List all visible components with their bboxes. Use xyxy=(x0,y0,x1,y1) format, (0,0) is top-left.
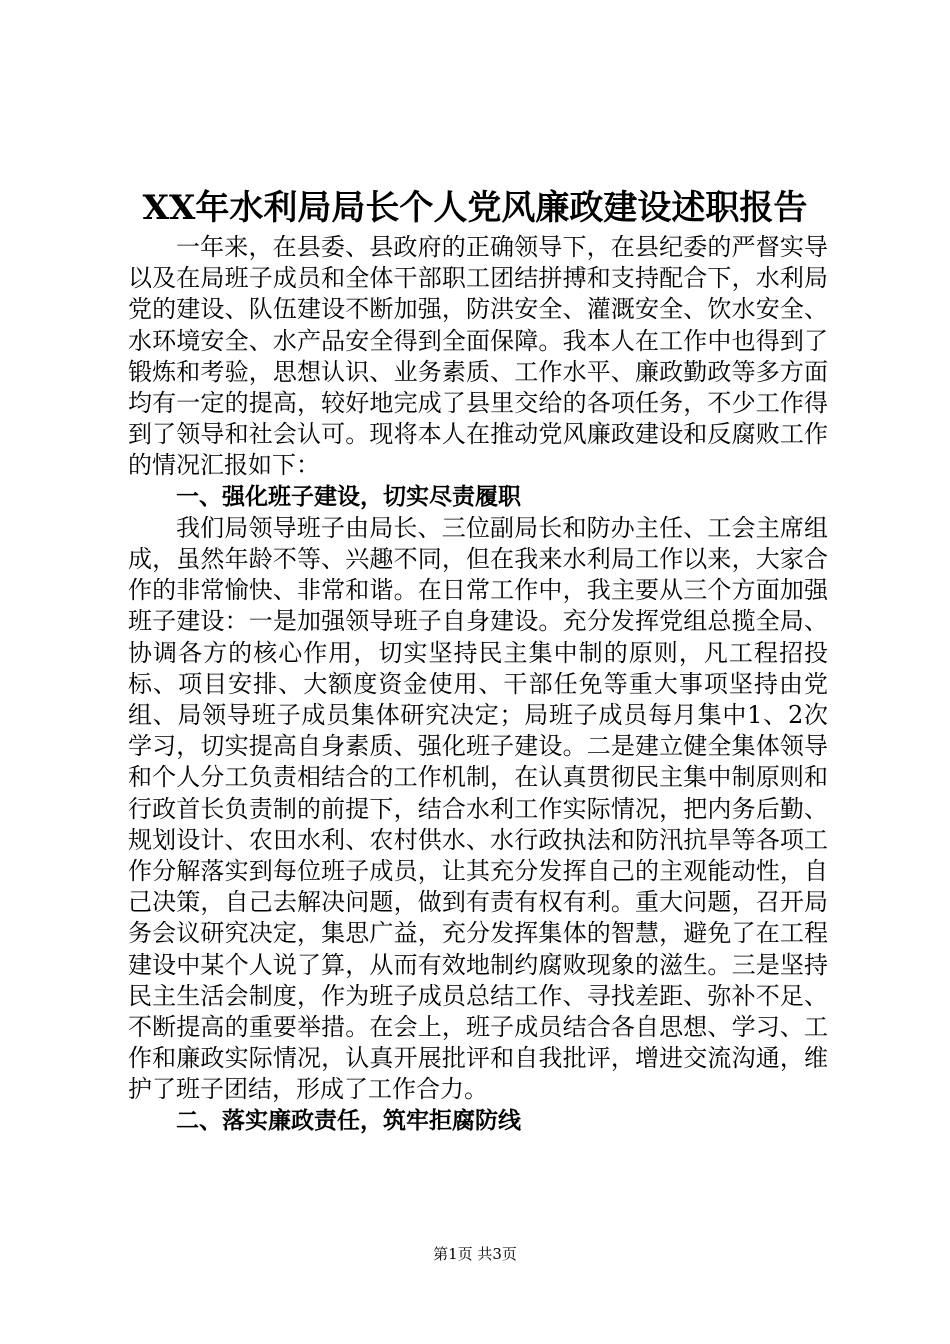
document-title: XX年水利局局长个人党风廉政建设述职报告 xyxy=(142,188,808,228)
section-1-paragraph: 我们局领导班子由局长、三位副局长和防办主任、工会主席组成，虽然年龄不等、兴趣不同，但在我来水利局工作以来，大家合作的非常愉快、非常和谐。在日常工作中，我主要从三个方面加强班子建设：一是加强领导班子自身建设。充分发挥党组总揽全局、协调各方的核心作用，切实坚持民主集中制的原则，凡工程招投标、项目安排、大额度资金使用、干部任免等重大事项坚持由党组、局领导班子成员集体研究决定；局班子成员每月集中1、2次学习，切实提高自身素质、强化班子建设。二是建立健全集体领导和个人分工负责相结合的工作机制，在认真贯彻民主集中制原则和行政首长负责制的前提下，结合水利工作实际情况，把内务后勤、规划设计、农田水利、农村供水、水行政执法和防汛抗旱等各项工作分解落实到每位班子成员，让其充分发挥自己的主观能动性，自己决策，自己去解决问题，做到有责有权有利。重大问题，召开局务会议研究决定，集思广益，充分发挥集体的智慧，避免了在工程建设中某个人说了算，从而有效地制约腐败现象的滋生。三是坚持民主生活会制度，作为班子成员总结工作、寻找差距、弥补不足、不断提高的重要举措。在会上，班子成员结合各自思想、学习、工作和廉政实际情况，认真开展批评和自我批评，增进交流沟通，维护了班子团结，形成了工作合力。 xyxy=(128,513,828,1104)
document-body xyxy=(128,232,828,1137)
intro-paragraph: 一年来，在县委、县政府的正确领导下，在县纪委的严督实导以及在局班子成员和全体干部职工团结拼搏和支持配合下，水利局党的建设、队伍建设不断加强，防洪安全、灌溉安全、饮水安全、水环境安全、水产品安全得到全面保障。我本人在工作中也得到了锻炼和考验，思想认识、业务素质、工作水平、廉政勤政等多方面均有一定的提高，较好地完成了县里交给的各项任务，不少工作得到了领导和社会认可。现将本人在推动党风廉政建设和反腐败工作的情况汇报如下： xyxy=(128,233,828,480)
section-heading-1: 一、强化班子建设，切实尽责履职 xyxy=(176,483,521,510)
page-number-footer: 第1页 共3页 xyxy=(433,1245,517,1263)
section-heading-2: 二、落实廉政责任，筑牢拒腐防线 xyxy=(176,1107,521,1134)
